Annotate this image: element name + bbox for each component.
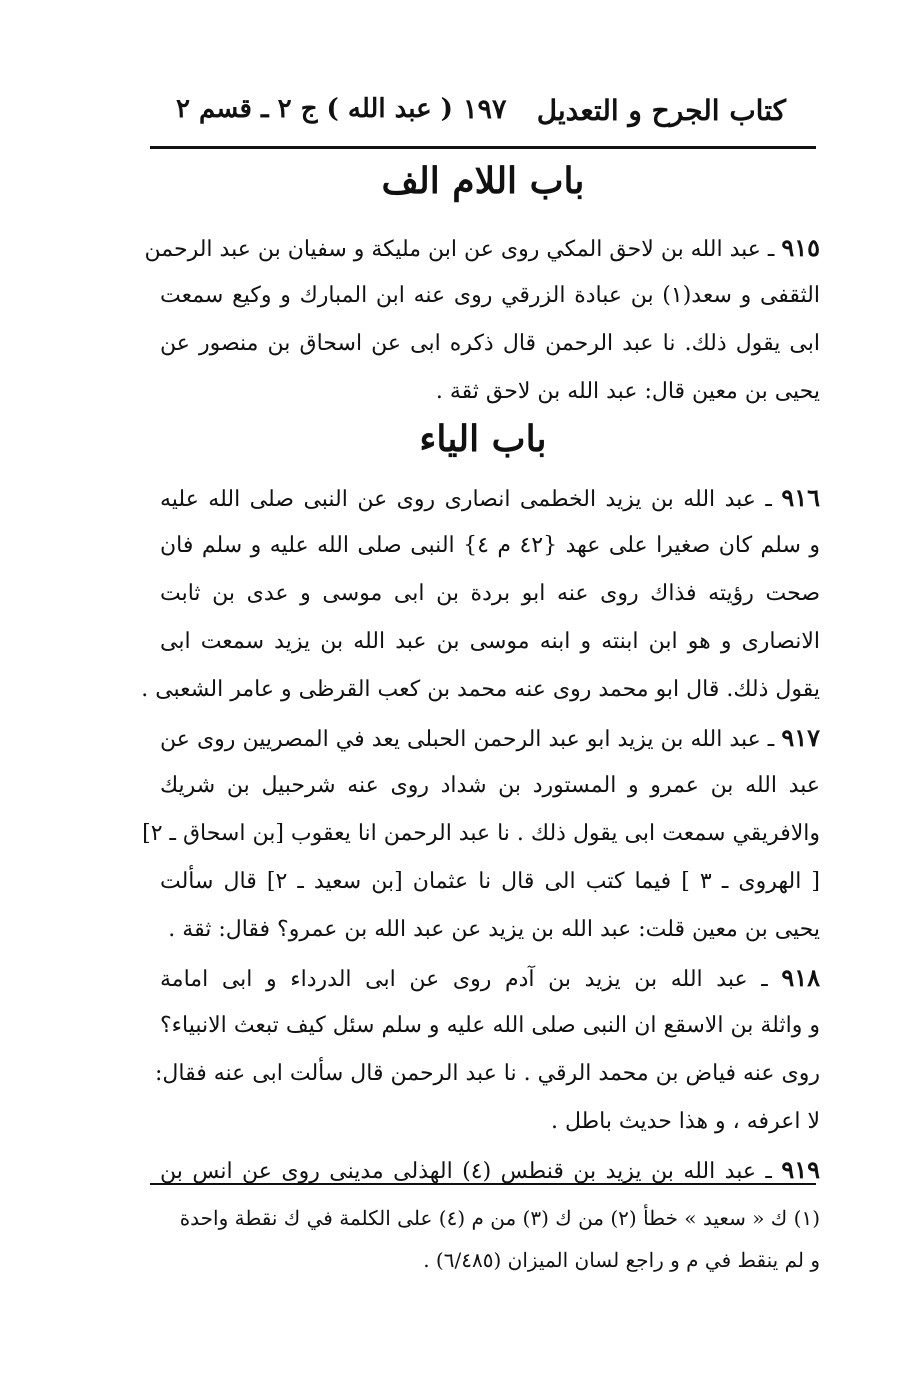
entry-917-line-5: يحيى بن معين قلت: عبد الله بن يزيد عن عبد الله بن عمرو؟ فقال: ثقة . xyxy=(168,917,820,942)
page-number: ١٩٧ xyxy=(463,94,507,125)
entry-number: ٩١٦ xyxy=(781,483,820,512)
footnote-divider xyxy=(150,1183,816,1185)
running-header xyxy=(168,88,816,138)
entry-918-line-4: لا اعرفه ، و هذا حديث باطل . xyxy=(550,1109,820,1134)
entry-text: ـ عبد الله بن يزيد بن آدم روى عن ابى الدرداء و ابى امامة xyxy=(160,967,768,992)
entry-text: ـ عبد الله بن يزيد بن قنطس (٤) الهذلى مدينى روى عن انس بن xyxy=(160,1159,772,1184)
entry-919-line-1 xyxy=(160,1146,820,1194)
entry-915-line-2: الثقفى و سعد(١) بن عبادة الزرقي روى عنه ابن المبارك و وكيع سمعت xyxy=(160,283,820,308)
entry-text: ـ عبد الله بن يزيد الخطمى انصارى روى عن النبى صلى الله عليه xyxy=(160,487,772,512)
entry-915-line-4: يحيى بن معين قال: عبد الله بن لاحق ثقة . xyxy=(435,379,820,404)
entry-915-line-1 xyxy=(144,224,820,272)
volume-label: ( عبد الله ) ج ٢ ـ قسم ٢ xyxy=(176,94,453,124)
footnote-line-2: و لم ينقط في م و راجع لسان الميزان (٦/٤٨٥) . xyxy=(423,1248,820,1272)
entry-917-line-3: والافريقي سمعت ابى يقول ذلك . نا عبد الرحمن انا يعقوب [بن اسحاق ـ ٢] xyxy=(142,821,820,846)
entry-number: ٩١٧ xyxy=(781,723,820,752)
section-title-ya: باب الياء xyxy=(419,418,547,460)
entry-918-line-1 xyxy=(160,954,820,1002)
entry-918-line-3: روى عنه فياض بن محمد الرقي . نا عبد الرحمن قال سألت ابى عنه فقال: xyxy=(155,1061,820,1086)
entry-915-line-3: ابى يقول ذلك. نا عبد الرحمن قال ذكره ابى عن اسحاق بن منصور عن xyxy=(160,331,820,356)
footnote-line-1: (١) ك « سعيد » خطأ (٢) من ك (٣) من م (٤) على الكلمة في ك نقطة واحدة xyxy=(179,1206,820,1230)
book-title: كتاب الجرح و التعديل xyxy=(536,94,786,127)
entry-text: ـ عبد الله بن لاحق المكي روى عن ابن مليكة و سفيان بن عبد الرحمن xyxy=(144,237,775,262)
section-title-lam-alif: باب اللام الف xyxy=(381,160,585,202)
header-divider xyxy=(150,146,816,149)
entry-916-line-1 xyxy=(160,474,820,522)
entry-text: ـ عبد الله بن يزيد ابو عبد الرحمن الحبلى يعد في المصريين روى عن xyxy=(160,727,775,752)
entry-917-line-4: [ الهروى ـ ٣ ] فيما كتب الى قال نا عثمان [بن سعيد ـ ٢] قال سألت xyxy=(160,869,820,894)
entry-916-line-2: و سلم كان صغيرا على عهد {٤٢ م ٤} النبى صلى الله عليه و سلم فان xyxy=(160,533,820,558)
entry-number: ٩١٥ xyxy=(781,233,820,262)
entry-916-line-5: يقول ذلك. قال ابو محمد روى عنه محمد بن كعب القرظى و عامر الشعبى . xyxy=(141,677,820,702)
entry-917-line-1 xyxy=(160,714,820,762)
entry-number: ٩١٨ xyxy=(781,963,820,992)
entry-916-line-3: صحت رؤيته فذاك روى عنه ابو بردة بن ابى موسى و عدى بن ثابت xyxy=(160,581,820,606)
entry-918-line-2: و واثلة بن الاسقع ان النبى صلى الله عليه و سلم سئل كيف تبعث الانبياء؟ xyxy=(160,1013,820,1038)
entry-916-line-4: الانصارى و هو ابن ابنته و ابنه موسى بن عبد الله بن يزيد سمعت ابى xyxy=(160,629,820,654)
entry-number: ٩١٩ xyxy=(781,1155,820,1184)
entry-917-line-2: عبد الله بن عمرو و المستورد بن شداد روى عنه شرحبيل بن شريك xyxy=(160,773,820,798)
